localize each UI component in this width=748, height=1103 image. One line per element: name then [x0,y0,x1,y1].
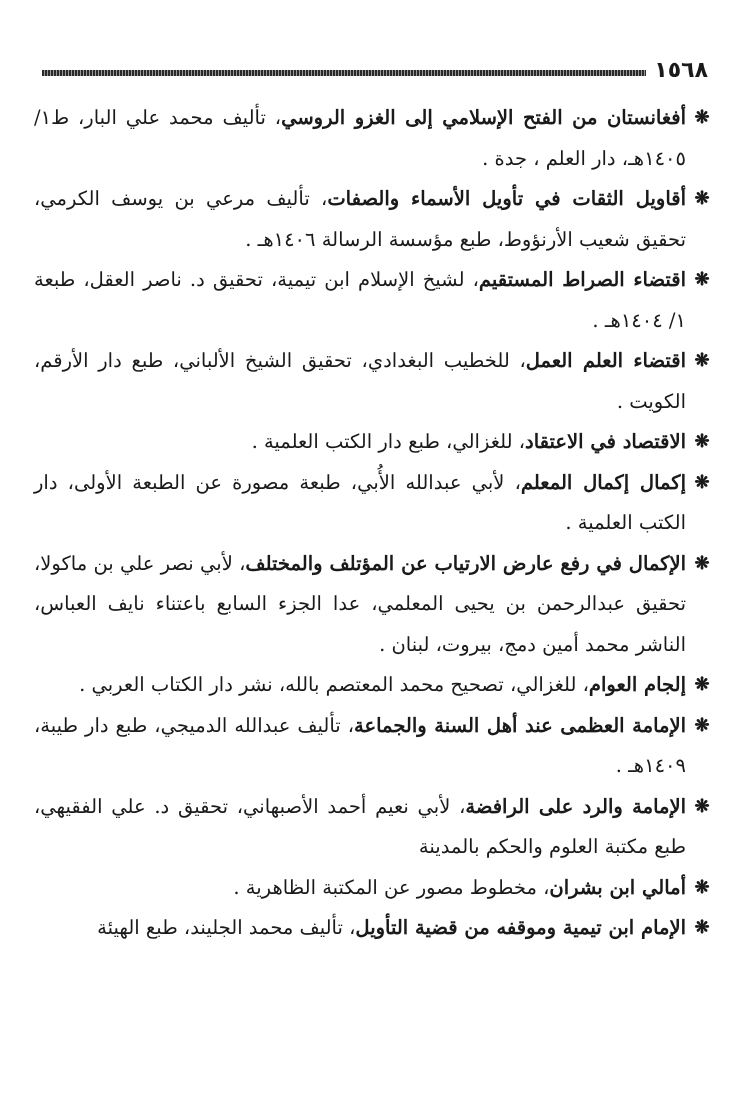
entry-title: أقاويل الثقات في تأويل الأسماء والصفات [327,187,686,210]
bibliography-entry [34,179,712,260]
page-number: ١٥٦٨ [654,58,708,83]
asterisk-icon: ❋ [694,674,710,695]
entry-text: ، لأبي نعيم أحمد الأصبهاني، تحقيق د. علي الفقيهي، طبع مكتبة العلوم والحكم بالمدينة [34,794,686,858]
entry-title: أمالي ابن بشران [549,875,686,899]
asterisk-icon: ❋ [694,552,710,574]
entry-text: ، للغزالي، تصحيح محمد المعتصم بالله، نشر دار الكتاب العربي . [79,673,589,696]
entry-text: ، تأليف محمد الجليند، طبع الهيئة [97,916,356,939]
entry-text: ، تأليف مرعي بن يوسف الكرمي، تحقيق شعيب الأرنؤوط، طبع مؤسسة الرسالة ١٤٠٦هـ . [34,187,686,251]
asterisk-icon: ❋ [694,350,710,371]
bibliography-entry [34,463,712,544]
asterisk-icon: ❋ [694,269,710,290]
entry-text: ، تأليف عبدالله الدميجي، طبع دار طيبة، ١٤٠٩هـ . [34,713,686,777]
header-rule [42,70,646,76]
bibliography-entry [34,868,712,909]
bibliography-entry [34,544,712,666]
entry-text: ، للخطيب البغدادي، تحقيق الشيخ الألباني، طبع دار الأرقم، الكويت . [34,349,686,413]
entry-title: الإكمال في رفع عارض الارتياب عن المؤتلف والمختلف [245,551,686,575]
bibliography-entry [34,260,712,341]
bibliography-entry [34,787,712,868]
bibliography-entry [34,341,712,422]
entry-title: الإمام ابن تيمية وموقفه من قضية التأويل [355,916,686,939]
entry-title: اقتضاء الصراط المستقيم [478,268,686,291]
asterisk-icon: ❋ [694,431,710,452]
entry-text: ، لأبي نصر علي بن ماكولا، تحقيق عبدالرحمن بن يحيى المعلمي، عدا الجزء السابع باعتناء نايف العباس، الناشر محمد أمين دمج، بيروت، لبنان . [34,551,686,656]
entry-title: إلجام العوام [588,673,686,696]
entry-title: إكمال إكمال المعلم [520,470,686,494]
bibliography-entry [34,706,712,787]
asterisk-icon: ❋ [694,188,710,209]
bibliography-entry [34,422,712,463]
asterisk-icon: ❋ [694,876,710,898]
page-header [42,56,708,86]
entry-title: اقتضاء العلم العمل [525,349,686,372]
asterisk-icon: ❋ [694,795,710,817]
entry-text: ، مخطوط مصور عن المكتبة الظاهرية . [233,875,550,899]
entry-text: ، لشيخ الإسلام ابن تيمية، تحقيق د. ناصر العقل، طبعة ١/ ١٤٠٤هـ . [34,268,686,332]
bibliography-entry [34,908,712,949]
entry-title: أفغانستان من الفتح الإسلامي إلى الغزو الروسي [281,106,687,129]
asterisk-icon: ❋ [694,471,710,493]
bibliography-list [34,98,712,949]
entry-text: ، للغزالي، طبع دار الكتب العلمية . [251,430,526,453]
bibliography-entry [34,98,712,179]
asterisk-icon: ❋ [694,107,710,128]
asterisk-icon: ❋ [694,917,710,938]
bibliography-entry [34,665,712,706]
asterisk-icon: ❋ [694,714,710,736]
entry-text: ، تأليف محمد علي البار، ط١/ ١٤٠٥هـ، دار العلم ، جدة . [34,106,686,170]
entry-title: الإمامة العظمى عند أهل السنة والجماعة [354,713,686,737]
entry-title: الإمامة والرد على الرافضة [465,794,686,818]
entry-text: ، لأبي عبدالله الأُبي، طبعة مصورة عن الطبعة الأولى، دار الكتب العلمية . [34,470,686,534]
entry-title: الاقتصاد في الاعتقاد [525,430,686,453]
